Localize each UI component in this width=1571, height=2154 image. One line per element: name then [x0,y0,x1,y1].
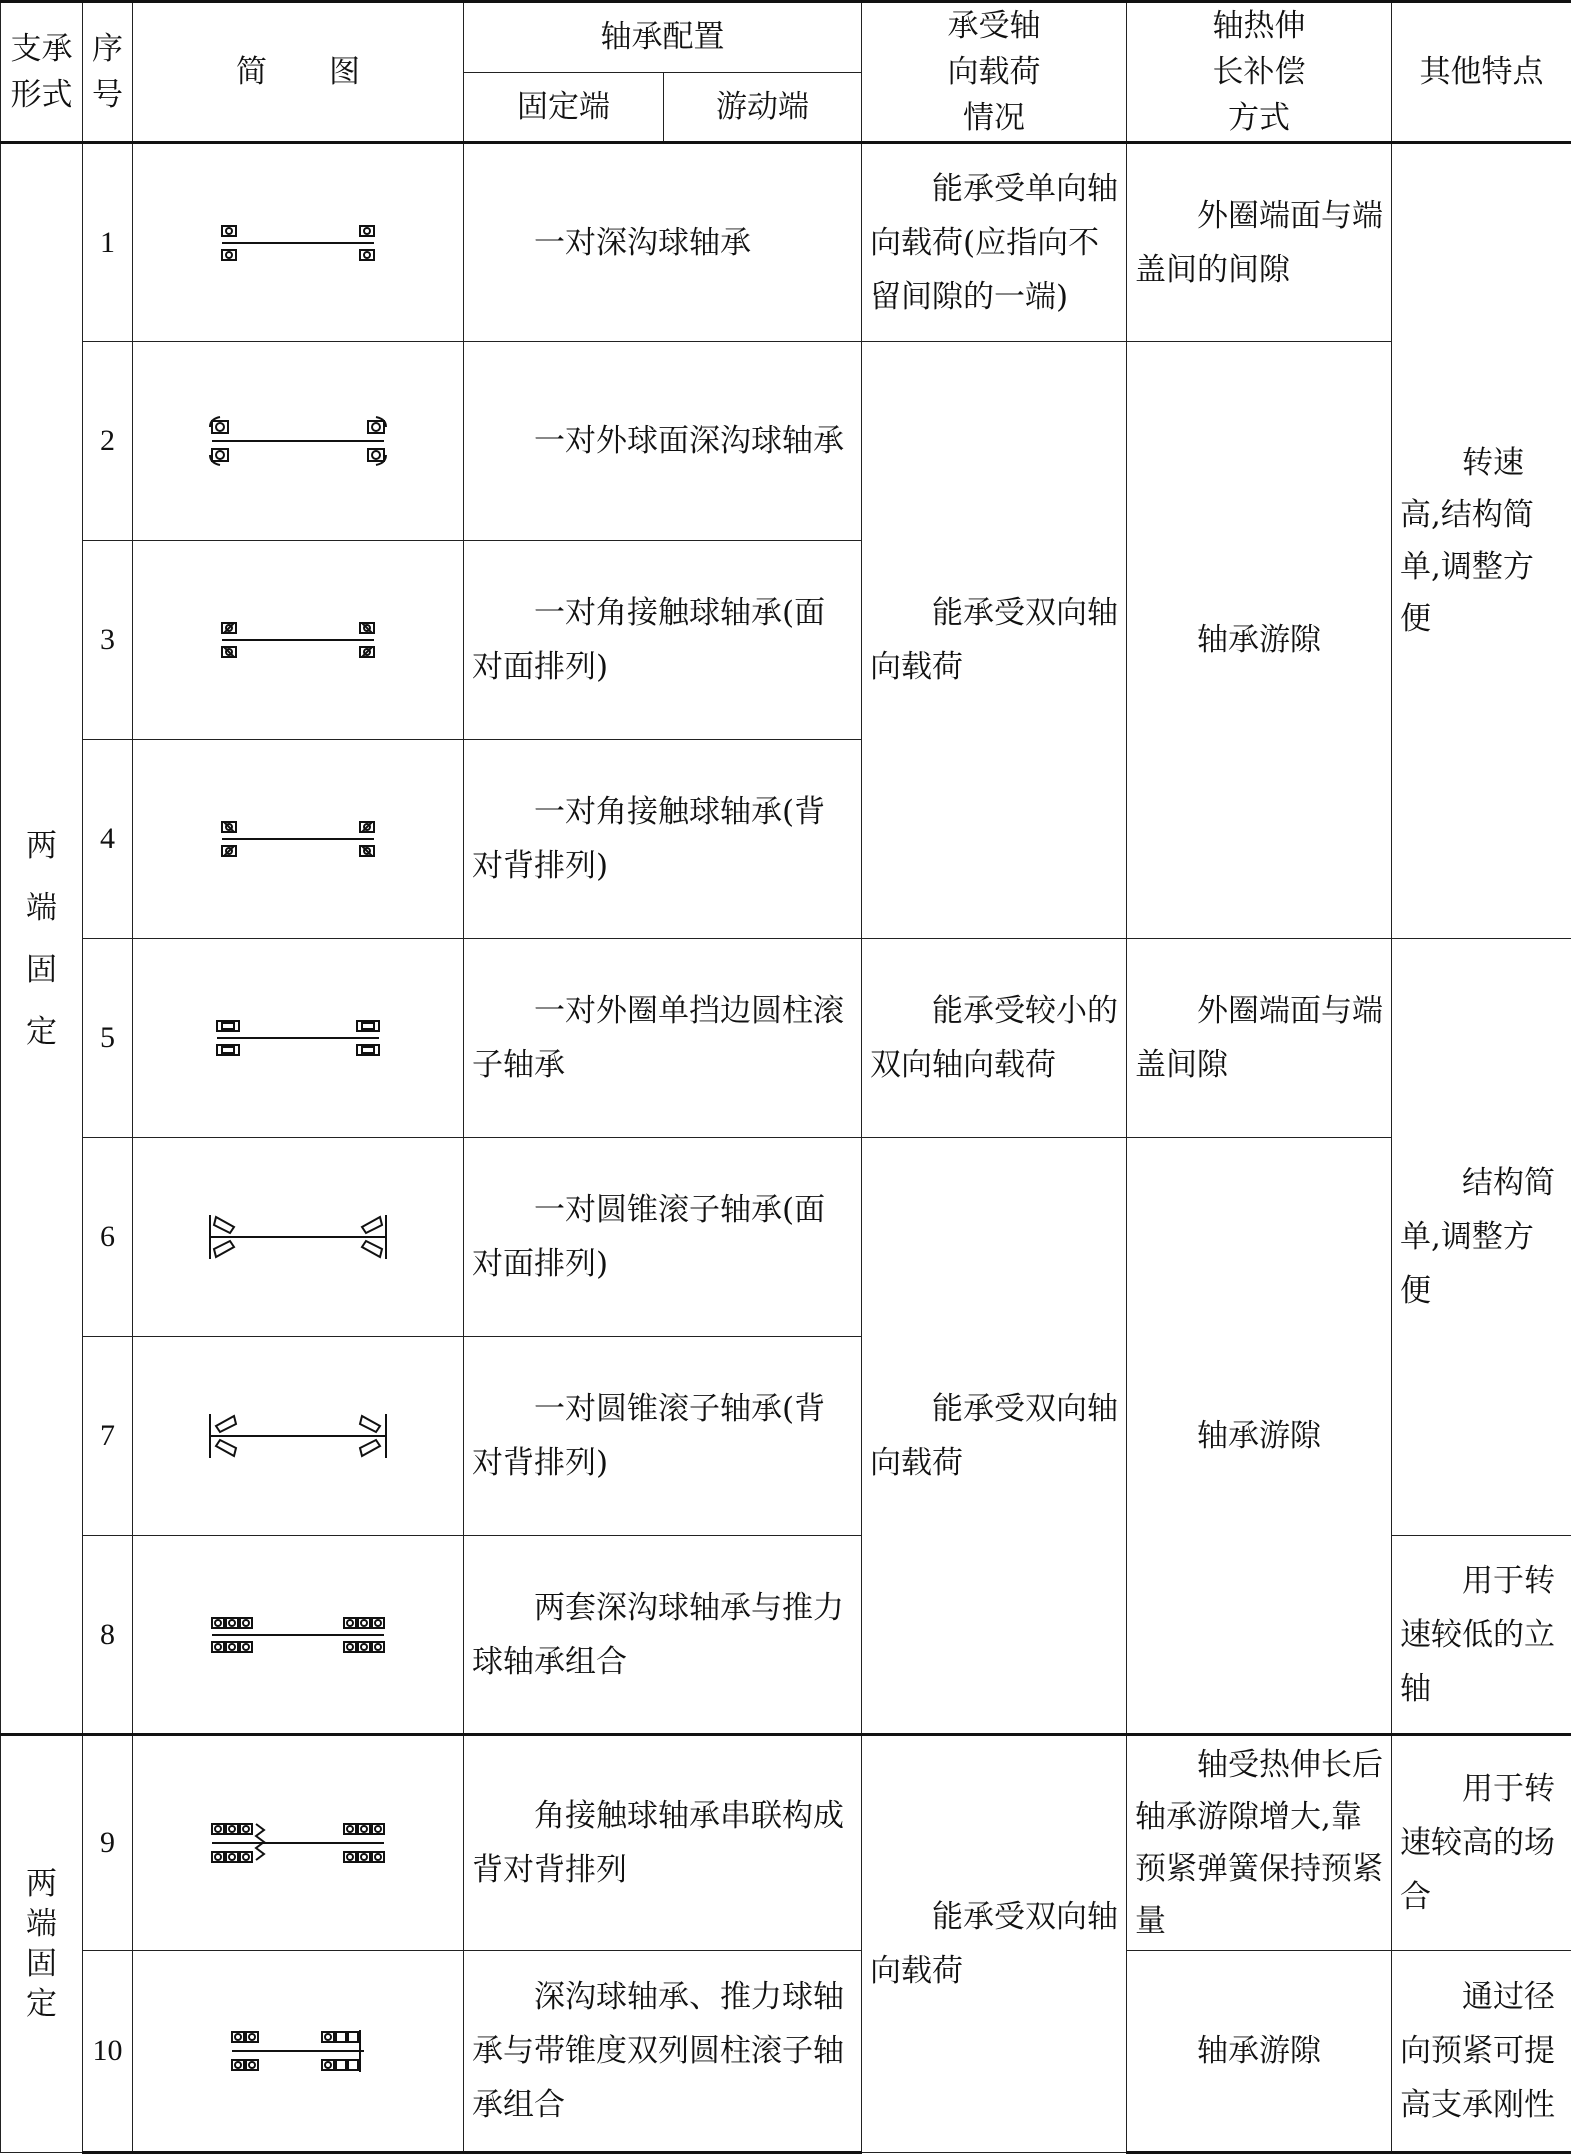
bearing-diagram-9 [133,1735,464,1951]
bearing-diagram-8 [133,1536,464,1735]
spherical-ball-pair-icon [198,413,398,469]
header-axial-load: 承受轴向载荷情况 [862,2,1127,143]
row-num: 1 [83,143,133,342]
bearing-diagram-1 [133,143,464,342]
deep-groove-thrust-cylindrical-combo-icon [218,2024,378,2078]
compensation-cell: 轴承游隙 [1127,1951,1392,2153]
row-config: 角接触球轴承串联构成背对背排列 [464,1735,862,1951]
axial-load-cell: 能承受双向轴向载荷 [862,1138,1127,1735]
header-compensation: 轴热伸长补偿方式 [1127,2,1392,143]
row-num: 2 [83,342,133,541]
row-config: 一对外圈单挡边圆柱滚子轴承 [464,939,862,1138]
row-num: 3 [83,541,133,740]
row-num: 7 [83,1337,133,1536]
row-num: 10 [83,1951,133,2153]
group-label-1: 两端固定 [1,143,83,1735]
row-num: 6 [83,1138,133,1337]
header-bearing-config: 轴承配置 [464,2,862,73]
other-features-cell: 转速高,结构简单,调整方便 [1392,143,1571,939]
angular-contact-tandem-icon [198,1816,398,1870]
bearing-diagram-5 [133,939,464,1138]
axial-load-cell: 能承受较小的双向轴向载荷 [862,939,1127,1138]
compensation-cell: 轴承游隙 [1127,342,1392,939]
bearing-diagram-6 [133,1138,464,1337]
other-features-cell: 用于转速较低的立轴 [1392,1536,1571,1735]
row-config: 一对圆锥滚子轴承(背对背排列) [464,1337,862,1536]
row-config: 一对外球面深沟球轴承 [464,342,862,541]
compensation-cell: 轴受热伸长后轴承游隙增大,靠预紧弹簧保持预紧量 [1127,1735,1392,1951]
row-config: 两套深沟球轴承与推力球轴承组合 [464,1536,862,1735]
row-config: 深沟球轴承、推力球轴承与带锥度双列圆柱滚子轴承组合 [464,1951,862,2153]
header-seq: 序号 [83,2,133,143]
axial-load-cell: 能承受单向轴向载荷(应指向不留间隙的一端) [862,143,1127,342]
cylindrical-roller-pair-icon [203,1013,393,1063]
axial-load-cell: 能承受双向轴向载荷 [862,1735,1127,2153]
other-features-cell: 通过径向预紧可提高支承刚性 [1392,1951,1571,2153]
bearing-diagram-7 [133,1337,464,1536]
row-num: 8 [83,1536,133,1735]
row-config: 一对角接触球轴承(背对背排列) [464,740,862,939]
row-num: 5 [83,939,133,1138]
header-diagram: 简 图 [133,2,464,143]
bearing-diagram-3 [133,541,464,740]
row-num: 4 [83,740,133,939]
compensation-cell: 外圈端面与端盖间隙 [1127,939,1392,1138]
axial-load-cell: 能承受双向轴向载荷 [862,342,1127,939]
header-other: 其他特点 [1392,2,1571,143]
row-config: 一对角接触球轴承(面对面排列) [464,541,862,740]
deep-groove-ball-pair-icon [208,218,388,268]
angular-contact-face-to-face-icon [208,615,388,665]
compensation-cell: 轴承游隙 [1127,1138,1392,1735]
header-floating-end: 游动端 [664,72,862,143]
bearing-diagram-4 [133,740,464,939]
other-features-cell: 用于转速较高的场合 [1392,1735,1571,1951]
deep-groove-thrust-combo-icon [198,1610,398,1660]
header-support-form: 支承形式 [1,2,83,143]
bearing-diagram-10 [133,1951,464,2153]
row-config: 一对圆锥滚子轴承(面对面排列) [464,1138,862,1337]
compensation-cell: 外圈端面与端盖间的间隙 [1127,143,1392,342]
header-fixed-end: 固定端 [464,72,664,143]
angular-contact-back-to-back-icon [208,814,388,864]
row-config: 一对深沟球轴承 [464,143,862,342]
other-features-cell: 结构简单,调整方便 [1392,939,1571,1536]
tapered-roller-back-to-back-icon [198,1406,398,1466]
row-num: 9 [83,1735,133,1951]
tapered-roller-face-to-face-icon [198,1207,398,1267]
group-label-2: 两端固定 [1,1735,83,2153]
bearing-diagram-2 [133,342,464,541]
